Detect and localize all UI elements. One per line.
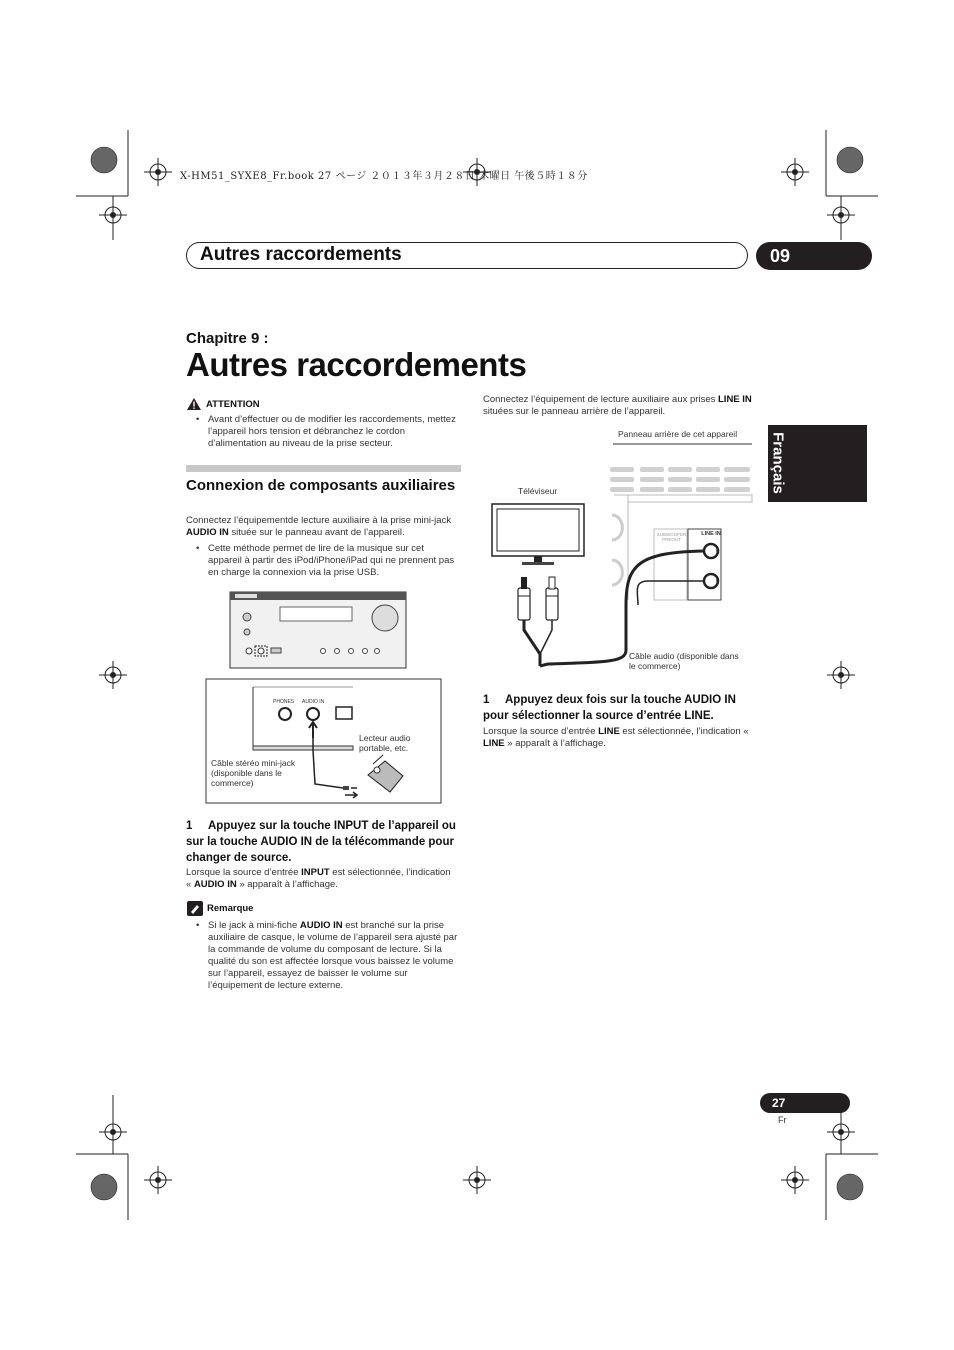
tv-label: Téléviseur <box>518 486 558 496</box>
rear-panel-label: Panneau arrière de cet appareil <box>618 429 738 439</box>
step-left-body-1: Lorsque la source d’entrée <box>186 867 302 878</box>
step-left-text: Appuyez sur la touche INPUT de l’appareil ou sur la touche AUDIO IN de la télécommande pour changer de source. <box>186 820 456 864</box>
chapter-label: Chapitre 9 : <box>186 330 269 347</box>
audio-cable-label: Câble audio (disponible dans le commerce) <box>629 651 739 671</box>
step-right-body-1: Lorsque la source d’entrée <box>483 726 599 737</box>
section-intro-bold: AUDIO IN <box>186 527 229 538</box>
line-in-label: LINE IN <box>701 531 721 537</box>
step-left-body-3: » apparaît à l’affichage. <box>236 879 338 890</box>
section-intro <box>186 515 460 539</box>
right-intro-bold-2: IN <box>742 394 752 405</box>
mini-jack-cable-label: Câble stéréo mini-jack (disponible dans le commerce) <box>211 758 296 788</box>
bullet-dot: • <box>196 920 200 931</box>
bullet-dot: • <box>196 414 200 425</box>
print-header: X-HM51_SYXE8_Fr.book 27 ページ ２０１３年３月２８日 木曜日 午後５時１８分 <box>180 171 588 182</box>
step-right-number: 1 <box>483 694 490 706</box>
chapter-number-badge: 09 <box>756 242 872 270</box>
step-left-body <box>186 867 456 891</box>
right-intro-bold-1: LINE <box>718 394 740 405</box>
language-tab-label: Français <box>769 432 787 494</box>
page-number: 27 <box>760 1093 850 1113</box>
r-channel-label: R <box>716 549 720 555</box>
note-icon <box>187 901 203 916</box>
section-heading: Connexion de composants auxiliaires <box>186 477 456 494</box>
attention-label: ATTENTION <box>206 399 260 410</box>
right-intro-1: Connectez l’équipement de lecture auxiliaire aux prises <box>483 394 718 405</box>
right-intro <box>483 394 758 418</box>
step-left-number: 1 <box>186 820 193 832</box>
page-language: Fr <box>778 1115 787 1125</box>
step-right-body <box>483 726 761 750</box>
section-rule <box>186 465 461 472</box>
remark-text-2: est branché sur la prise auxiliaire de casque, le volume de l’appareil sera ajusté par la commande de volume du composant de lecture. Si la qualité du son est affectée lorsque vous baissez le volume sur l’appareil, essayez de baisser le volume sur l’équipement de lecture externe. <box>208 920 458 991</box>
subwoofer-label: SUBWOOFER PREOUT <box>656 532 687 542</box>
right-intro-2: situées sur le panneau arrière de l’appareil. <box>483 406 666 417</box>
step-left-body-bold-1: INPUT <box>301 867 330 878</box>
attention-text: Avant d’effectuer ou de modifier les raccordements, mettez l’appareil hors tension et débranchez le cordon d’alimentation au niveau de la prise secteur. <box>208 414 456 449</box>
l-channel-label: L <box>716 579 720 585</box>
remark-text <box>208 920 460 992</box>
section-header-title: Autres raccordements <box>200 244 402 265</box>
step-right-body-3: » apparaît à l’affichage. <box>504 738 606 749</box>
step-right-text: Appuyez deux fois sur la touche AUDIO IN pour sélectionner la source d’entrée LINE. <box>483 694 736 722</box>
section-bullet: Cette méthode permet de lire de la musique sur cet appareil à partir des iPod/iPhone/iPad qui ne prennent pas en charge la connexion via la prise USB. <box>208 543 455 578</box>
step-left-body-2: est sélectionnée, l’indication « <box>186 867 451 890</box>
step-left-body-bold-2: AUDIO IN <box>193 879 237 890</box>
audio-in-jack-label: AUDIO IN <box>302 699 325 705</box>
portable-player-label: Lecteur audio portable, etc. <box>359 733 411 753</box>
section-intro-part2: située sur le panneau avant de l’appareil. <box>228 527 405 538</box>
remark-text-bold: AUDIO IN <box>299 920 343 931</box>
phones-jack-label: PHONES <box>273 699 295 705</box>
section-intro-part1: Connectez l’équipementde lecture auxiliaire à la prise mini-jack <box>186 515 452 526</box>
step-right-body-bold-1: LINE <box>598 726 620 737</box>
language-tab-label-wrap <box>768 425 788 502</box>
page-title: Autres raccordements <box>186 346 527 383</box>
remark-text-1: Si le jack à mini-fiche <box>208 920 300 931</box>
remark-label: Remarque <box>207 903 254 914</box>
bullet-dot: • <box>196 543 200 554</box>
warning-icon <box>187 398 201 410</box>
step-right-body-2: est sélectionnée, l’indication « <box>619 726 749 737</box>
step-right-body-bold-2: LINE <box>483 738 505 749</box>
